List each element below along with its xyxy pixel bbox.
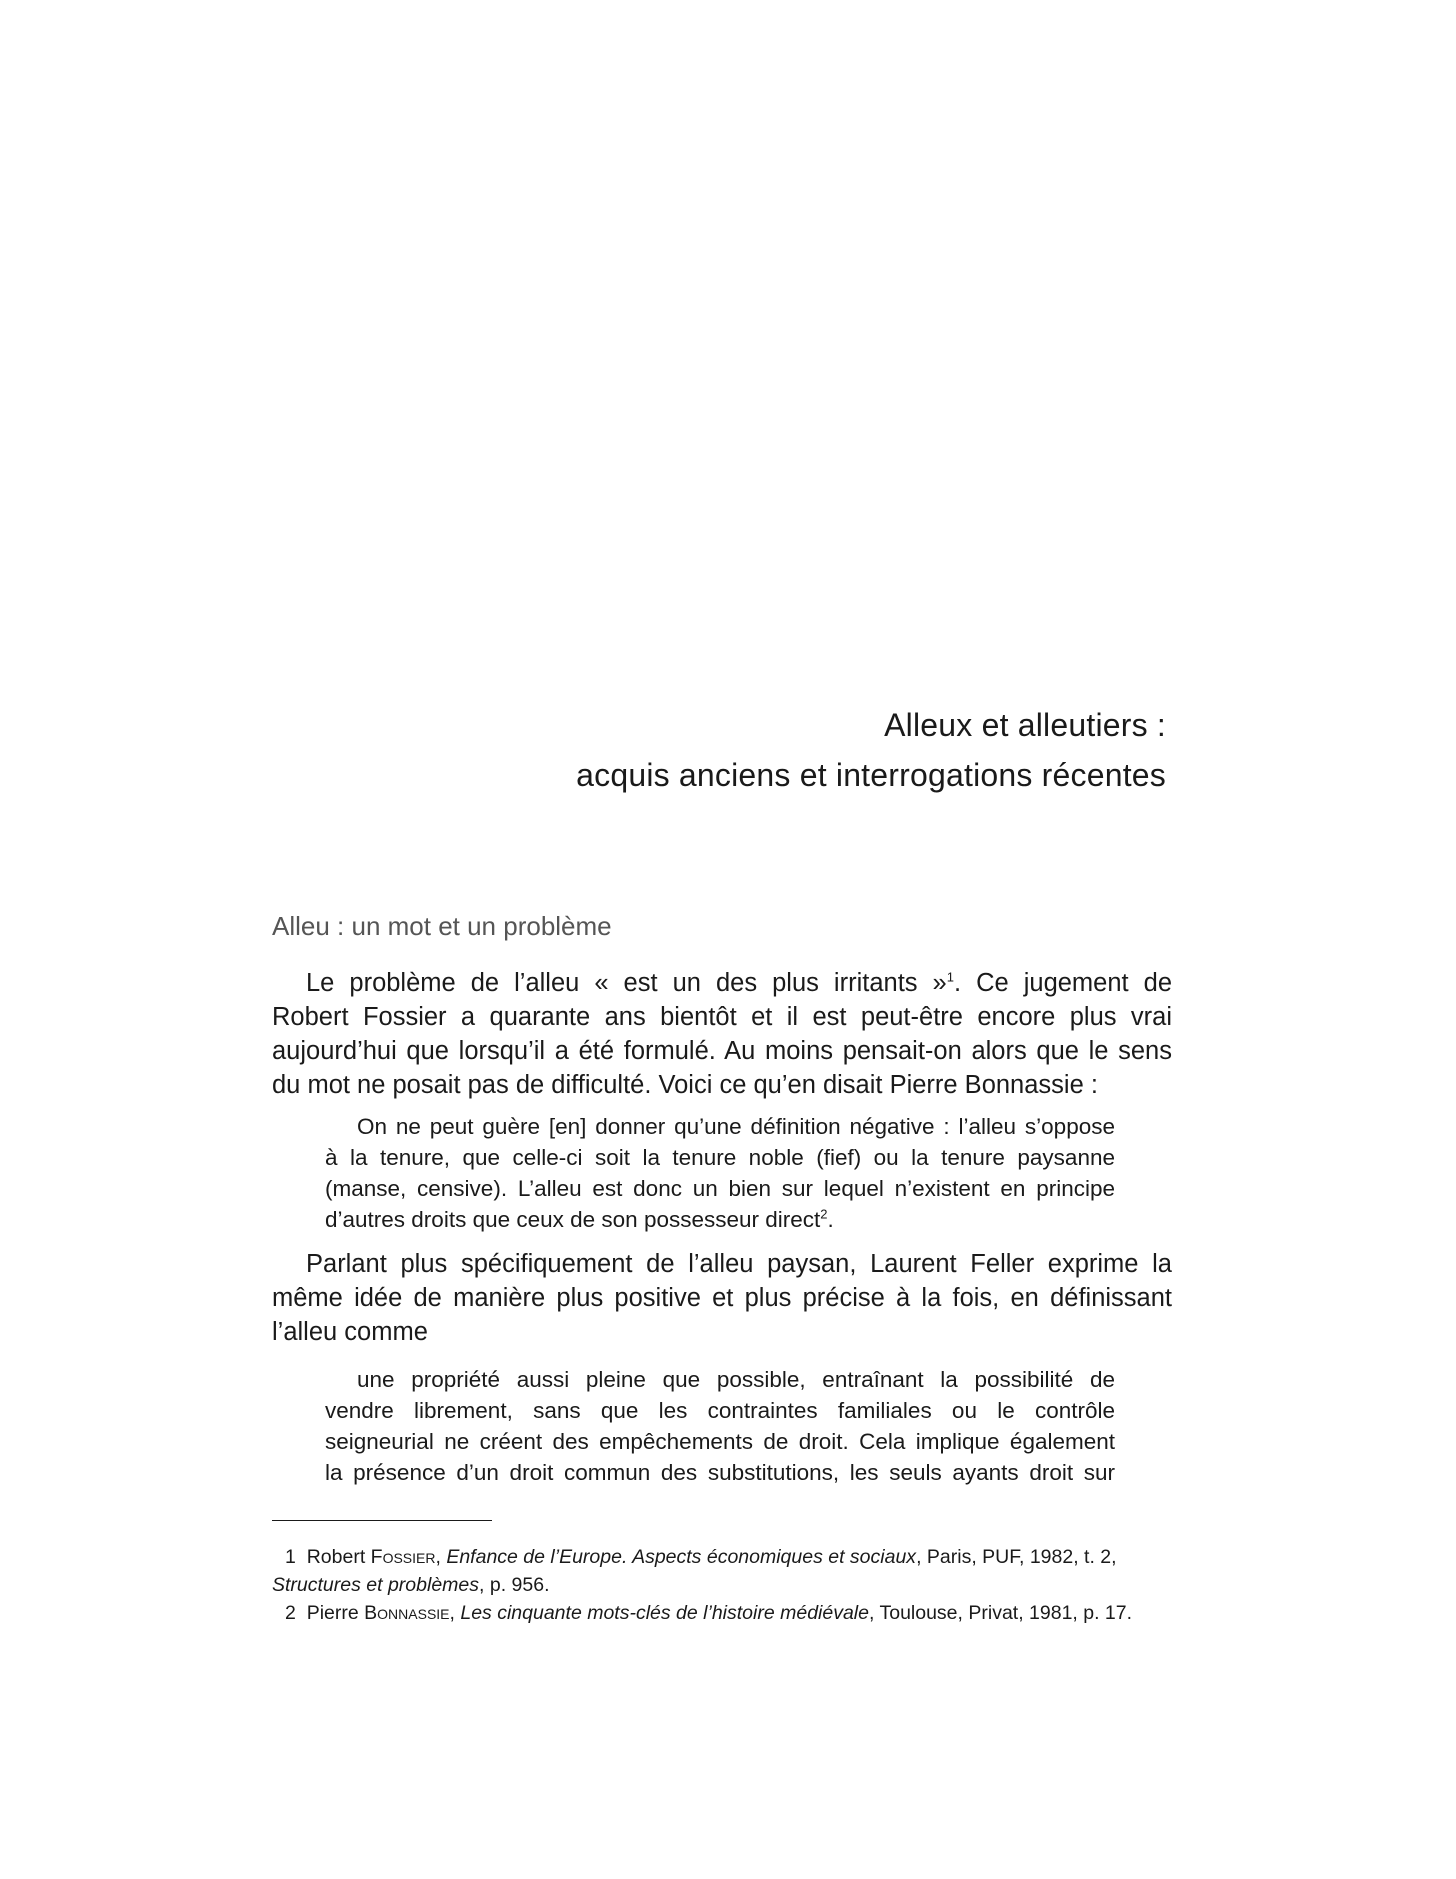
paragraph-1-text: . Ce jugement de (953, 969, 1173, 997)
footnote-1-author-first: Robert (306, 1546, 366, 1568)
chapter-title (576, 700, 1166, 800)
block-quote-1 (325, 1111, 1115, 1235)
footnote-1-subtitle: Structures et problèmes (272, 1574, 480, 1596)
footnote-separator (272, 1520, 492, 1521)
footnote-1-page: , p. 956. (479, 1574, 550, 1596)
footnote-2-number: 2 (285, 1602, 296, 1624)
footnote-1-number: 1 (285, 1546, 296, 1568)
footnote-2-author-first: Pierre (306, 1602, 359, 1624)
quote-1-text: d’autres droits que ceux de son possesseur direct (325, 1207, 821, 1232)
paragraph-1-line: aujourd’hui que lorsqu’il a été formulé. Au moins pensait-on alors que le sens (272, 1037, 1172, 1065)
footnote-2-pub: , Toulouse, Privat, 1981, p. 17. (868, 1602, 1133, 1624)
footnote-1: 1 Robert Fossier, Enfance de l’Europe. Aspects économiques et sociaux, Paris, PUF, 1982, t. 2, (285, 1546, 1117, 1568)
quote-1-line (325, 1204, 1115, 1235)
quote-2-line: vendre librement, sans que les contraintes familiales ou le contrôle (325, 1398, 1115, 1423)
paragraph-2-line: Parlant plus spécifiquement de l’alleu paysan, Laurent Feller exprime la (306, 1250, 1172, 1278)
footnote-2: 2 Pierre Bonnassie, Les cinquante mots-clés de l’histoire médiévale, Toulouse, Privat, 1981, p. 17. (285, 1602, 1133, 1624)
quote-1-line: à la tenure, que celle-ci soit la tenure noble (fief) ou la tenure paysanne (325, 1145, 1115, 1170)
block-quote-2 (325, 1364, 1115, 1488)
footnote-1-pub: , Paris, PUF, 1982, t. 2, (916, 1546, 1117, 1568)
footnote-ref-2[interactable]: 2 (820, 1206, 828, 1222)
footnote-1-title: Enfance de l’Europe. Aspects économiques et sociaux (446, 1546, 917, 1568)
paragraph-1-text: Le problème de l’alleu « est un des plus irritants » (306, 969, 947, 997)
footnotes (272, 1543, 1172, 1627)
footnote-ref-1[interactable]: 1 (946, 969, 954, 985)
quote-1-text: . (827, 1207, 834, 1232)
quote-1-line: On ne peut guère [en] donner qu’une définition négative : l’alleu s’oppose (357, 1114, 1115, 1139)
footnote-2-title: Les cinquante mots-clés de l’histoire médiévale (460, 1602, 869, 1624)
footnote-1-author-last: Fossier (370, 1546, 436, 1568)
paragraph-1-line (272, 966, 1172, 1000)
chapter-title-line-1: Alleux et alleutiers : (884, 707, 1166, 743)
paragraph-1-line: du mot ne posait pas de difficulté. Voici ce qu’en disait Pierre Bonnassie : (272, 1071, 1098, 1099)
quote-2-line: la présence d’un droit commun des substitutions, les seuls ayants droit sur (325, 1460, 1115, 1485)
footnote-1-cont (272, 1571, 1172, 1599)
paragraph-2-line: l’alleu comme (272, 1318, 428, 1346)
paragraph-2-line: même idée de manière plus positive et plus précise à la fois, en définissant (272, 1284, 1172, 1312)
footnote-2-author-last: Bonnassie (364, 1602, 450, 1624)
quote-2-line: une propriété aussi pleine que possible, entraînant la possibilité de (357, 1367, 1115, 1392)
paragraph-1 (272, 966, 1172, 1102)
section-heading: Alleu : un mot et un problème (272, 911, 612, 941)
paragraph-1-line: Robert Fossier a quarante ans bientôt et il est peut-être encore plus vrai (272, 1003, 1172, 1031)
quote-1-line: (manse, censive). L’alleu est donc un bien sur lequel n’existent en principe (325, 1176, 1115, 1201)
chapter-title-line-2: acquis anciens et interrogations récentes (576, 757, 1166, 793)
paragraph-2 (272, 1247, 1172, 1349)
quote-2-line: seigneurial ne créent des empêchements de droit. Cela implique également (325, 1429, 1115, 1454)
